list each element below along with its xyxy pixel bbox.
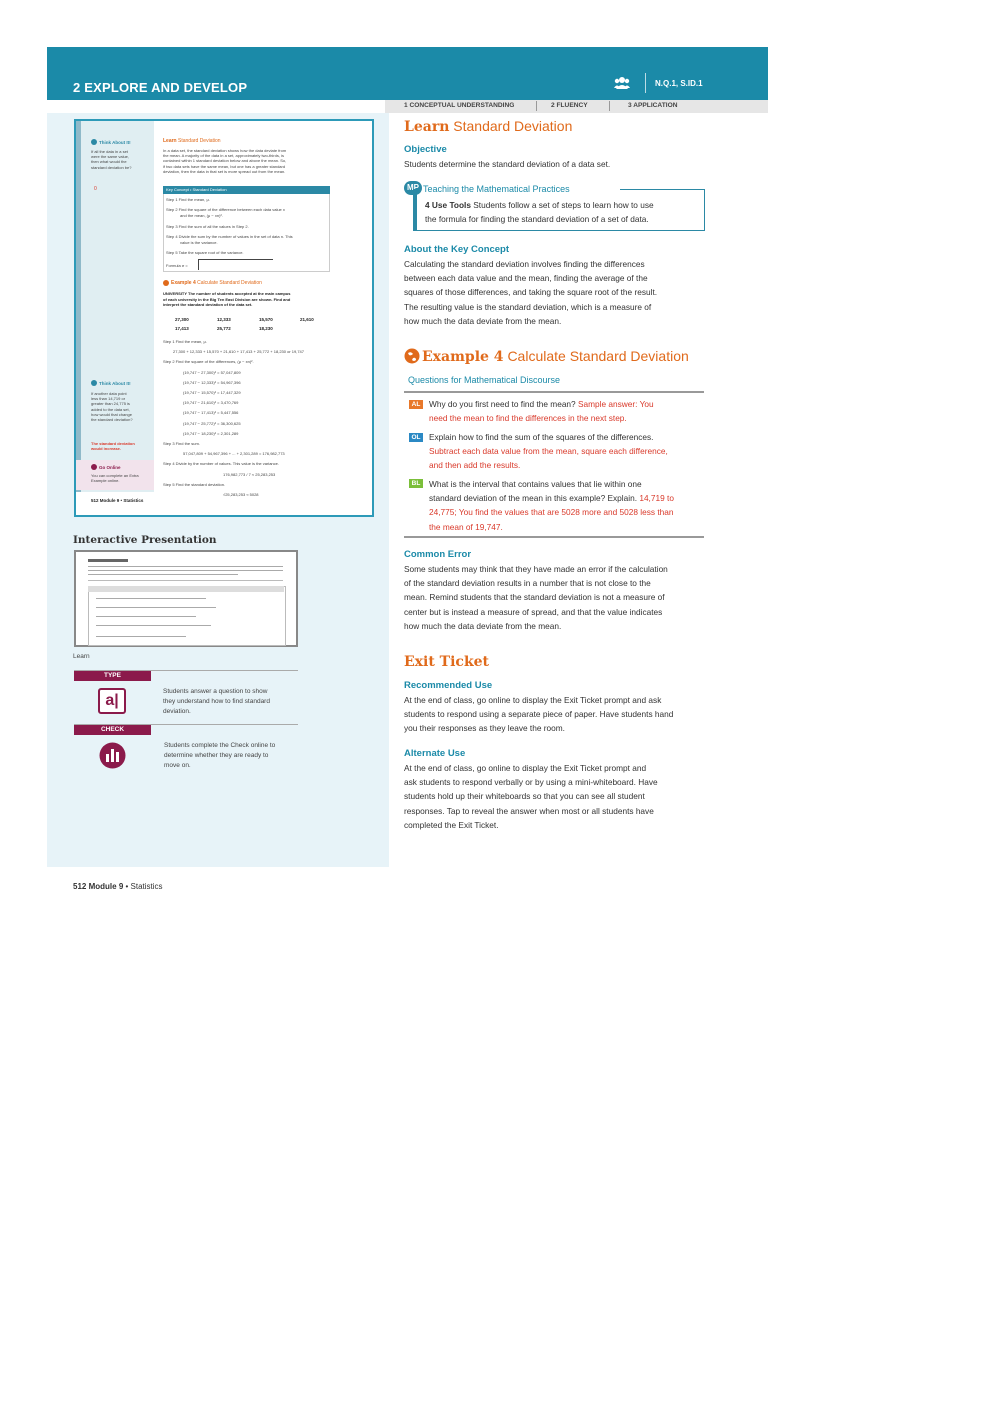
think-text: If another data point less than 14,719 or greater than 24,775 is added to the data set, how would that change the standard deviation? — [91, 391, 133, 423]
thumb-table-cell: 27,300 — [175, 317, 189, 322]
tab-divider — [536, 101, 537, 111]
tab-fluency: 2 FLUENCY — [551, 102, 588, 109]
example-icon — [163, 280, 169, 286]
go-online-text: You can complete an Extra Example online. — [91, 473, 139, 484]
question-al: Why do you first need to find the mean? Sample answer: You need the mean to find the differences in the next step. — [429, 399, 654, 424]
level-badge-al: AL — [409, 400, 423, 409]
learn-heading: Learn Standard Deviation — [404, 118, 573, 135]
type-tag: TYPE — [74, 671, 151, 681]
mp-badge-icon: MP — [404, 181, 422, 195]
about-heading: About the Key Concept — [404, 244, 510, 255]
thumb-page-footer: 512 Module 9 • Statistics — [91, 498, 144, 503]
mp-text: 4 Use Tools Students follow a set of steps to learn how to use the formula for finding the standard deviation of a set of data. — [425, 200, 654, 225]
tab-conceptual: 1 CONCEPTUAL UNDERSTANDING — [404, 102, 515, 109]
think-title: Think About It! — [99, 381, 131, 386]
about-text: Calculating the standard deviation involves finding the differences between each data value and the mean, finding the average of the squares of those differences, and taking the square root of the result. The resulting value is the standard deviation, which is a measure of how much the data deviate from the mean. — [404, 259, 658, 326]
alternate-use-text: At the end of class, go online to display the Exit Ticket prompt and ask students to respond verbally or by using a mini-whiteboard. Have students hold up their whiteboards so that you can see all student responses. Tap to reveal the answer when most or all students have completed the Exit Ticket. — [404, 763, 658, 830]
question-bl: What is the interval that contains values that lie within one standard deviation of the mean in this example? Explain. 14,719 to 24,775; You find the values that are 5028 more and 5028 less than the mean of 19,747. — [429, 479, 674, 532]
divider — [404, 391, 704, 393]
thumbnail-sidebar-edge — [76, 121, 81, 492]
page-footer: 512 Module 9 • Statistics — [73, 882, 163, 891]
standards-label: N.Q.1, S.ID.1 — [655, 79, 703, 88]
interactive-caption: Learn — [73, 653, 90, 660]
bar-chart-icon — [99, 742, 126, 769]
common-error-text: Some students may think that they have made an error if the calculation of the standard deviation results in a number that is not close to the mean. Remind students that the standard deviation is not a measure of center but is instead a measure of spread, and that the value indicates how much the data deviate from the mean. — [404, 564, 668, 631]
thumbnail-sidebar — [76, 121, 154, 492]
thumb-calculation: Step 1 Find the mean, μ. 27,300 + 12,333 + 15,570 + 21,610 + 17,413 + 25,772 + 18,230 or 19,747 Step 2 Find the square of the differences, (μ − xn)². (19,747 − 27,300)² = 57,047,809 (19,747 − 12,333)² = 54,967,396 (19,747 − 15,570)² = 17,447,329 (19,747 − 21,610)² = 3,470,769 (19,747 − 17,413)² = 5,447,556 (19,747 − 25,772)² = 36,300,625 (19,747 − 18,230)² = 2,301,289 Step 3 Find the sum. 57,047,809 + 54,967,396 + ... + 2,301,289 = 176,982,773 Step 4 Divide by the number of values. This value is the variance. 176,982,773 / 7 ≈ 25,283,253 Step 5 Find the standard deviation. √25,283,253 ≈ 5028 — [163, 339, 305, 498]
go-online-icon — [91, 464, 97, 470]
recommended-use-text: At the end of class, go online to display the Exit Ticket prompt and ask students to respond using a separate piece of paper. Have students hand you their responses as they leave the room. — [404, 695, 674, 734]
thumb-intro: In a data set, the standard deviation shows how the data deviate from the mean. A majority of the data in a set, approximately two-thirds, is contained within 1 standard deviation below and above the mean. So, if two data sets have the same mean, but one has a greater standard deviation, then the data in that set is more spread out from the mean. — [163, 148, 287, 174]
interactive-screenshot — [74, 550, 298, 647]
section-title: 2 EXPLORE AND DEVELOP — [73, 80, 248, 95]
header-divider — [645, 73, 646, 93]
tab-divider — [609, 101, 610, 111]
thumb-table-cell: 25,772 — [217, 326, 231, 331]
thumb-table-cell: 18,230 — [259, 326, 273, 331]
go-online-title: Go Online — [99, 465, 121, 470]
level-badge-bl: BL — [409, 479, 423, 488]
thumb-table-cell: 21,610 — [300, 317, 314, 322]
formula-radical — [198, 259, 273, 270]
common-error-heading: Common Error — [404, 549, 472, 560]
group-icon — [614, 76, 630, 90]
key-concept-steps: Step 1 Find the mean, μ. Step 2 Find the square of the difference between each data value x and the mean, (μ − xn)². Step 3 Find the sum of all the values in Step 2. Step 4 Divide the sum by the number of values in the set of data n. This value is the variance. Step 5 Take the square root of the variance. — [166, 197, 293, 256]
exit-ticket-heading: Exit Ticket — [404, 654, 490, 670]
thumb-table-cell: 17,413 — [175, 326, 189, 331]
thumb-example-text: UNIVERSITY The number of students accepted at the main campus of each university in the Big Ten East Division are shown. Find and interpret the standard deviation of the data set. — [163, 291, 291, 307]
check-description: Students complete the Check online to determine whether they are ready to move on. — [164, 742, 276, 769]
thumb-learn-heading: Learn Standard Deviation — [163, 138, 221, 144]
mp-heading: Teaching the Mathematical Practices — [423, 184, 570, 194]
think-icon — [91, 380, 97, 386]
level-badge-ol: OL — [409, 433, 423, 442]
interactive-presentation-title: Interactive Presentation — [73, 534, 217, 546]
objective-heading: Objective — [404, 144, 447, 155]
key-concept-title: Key Concept • Standard Deviation — [166, 187, 227, 192]
check-tag: CHECK — [74, 725, 151, 735]
discourse-heading: Questions for Mathematical Discourse — [408, 375, 561, 385]
thumb-example-heading: Example 4 Calculate Standard Deviation — [171, 280, 262, 286]
tab-application: 3 APPLICATION — [628, 102, 678, 109]
type-description: Students answer a question to show they understand how to find standard deviation. — [163, 688, 270, 715]
think-answer: The standard deviation would increase. — [91, 441, 135, 452]
answer-zero: 0 — [94, 186, 97, 192]
think-title: Think About It! — [99, 140, 131, 145]
formula-label: Formula σ = — [166, 263, 188, 268]
think-icon — [91, 139, 97, 145]
question-ol: Explain how to find the sum of the squares of the differences. Subtract each data value from the mean, square each difference, and then add the results. — [429, 432, 668, 471]
divider — [404, 536, 704, 538]
recommended-use-heading: Recommended Use — [404, 680, 493, 691]
thumb-table-cell: 15,570 — [259, 317, 273, 322]
example-heading: Example 4 Calculate Standard Deviation — [422, 348, 689, 365]
objective-text: Students determine the standard deviation of a data set. — [404, 159, 611, 169]
type-answer-icon: a| — [98, 688, 126, 714]
thumb-table-cell: 12,333 — [217, 317, 231, 322]
globe-icon — [404, 348, 420, 364]
think-text: If all the data in a set were the same value, then what would the standard deviation be? — [91, 149, 132, 170]
alternate-use-heading: Alternate Use — [404, 748, 466, 759]
